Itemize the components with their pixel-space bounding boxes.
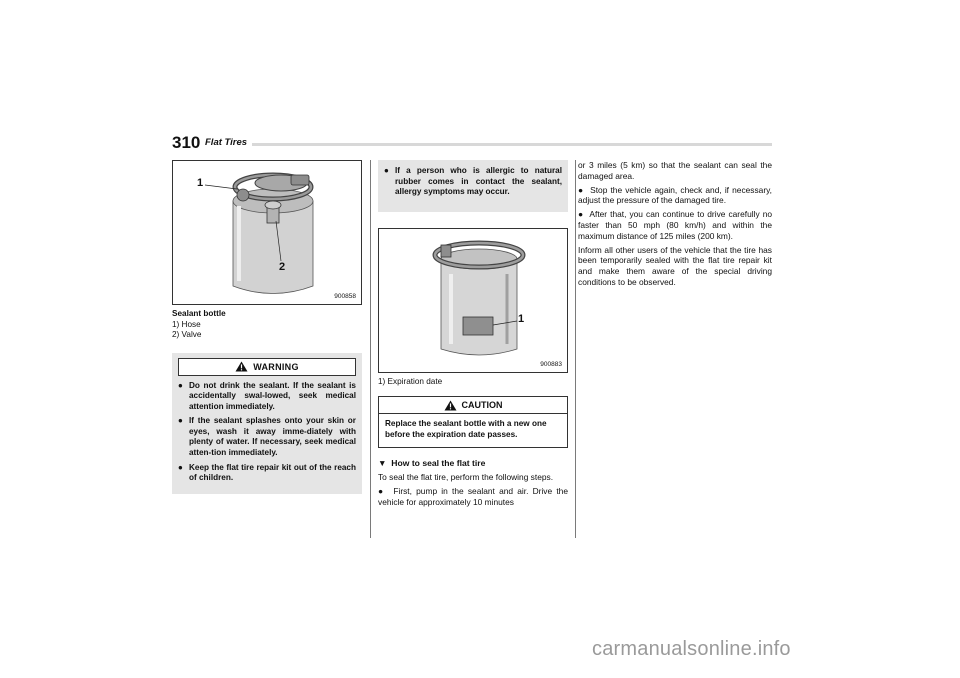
bullet-icon: ●: [384, 166, 389, 175]
bullet-icon: ●: [178, 380, 183, 390]
warning-item-text: Do not drink the sealant. If the sealant is accidentally swal-lowed, seek medical attention immediately.: [189, 380, 356, 411]
page-number: 310: [172, 133, 201, 152]
bullet-icon: ●: [178, 416, 183, 426]
figure-caption-expiration: 1) Expiration date: [378, 376, 443, 386]
page-header: [172, 133, 772, 153]
watermark-text: carmanualsonline.info: [592, 638, 791, 660]
procedure-step-1-continued: or 3 miles (5 km) so that the sealant can seal the damaged area.: [578, 160, 772, 181]
column-divider-left: [370, 160, 371, 538]
section-title: Flat Tires: [205, 137, 248, 148]
heading-marker-icon: ▼: [378, 458, 387, 469]
expiration-date-figure: [378, 228, 568, 373]
procedure-step-2: [578, 185, 772, 207]
column-divider-right: [575, 160, 576, 538]
warning-title-bar: [178, 358, 356, 376]
warning-title: WARNING: [253, 361, 299, 372]
warning-item-text: If a person who is allergic to natural rubber comes in contact the sealant, allergy symptoms may occur.: [395, 166, 562, 197]
warning-item: [178, 416, 356, 458]
bullet-icon: ●: [578, 184, 584, 195]
caution-title-bar: [379, 397, 567, 414]
figure-code: 900858: [334, 293, 356, 300]
figure-caption: [172, 309, 362, 341]
warning-item: [384, 166, 562, 198]
warning-box-continued: [378, 160, 568, 212]
procedure-heading: [378, 458, 568, 468]
warning-triangle-icon: [444, 400, 457, 411]
warning-list-continued: [384, 166, 562, 198]
bullet-icon: ●: [178, 462, 183, 472]
bullet-icon: ●: [378, 486, 385, 497]
procedure-intro: To seal the flat tire, perform the following steps.: [378, 472, 554, 483]
warning-item: [178, 463, 356, 484]
callout-1: 1: [197, 177, 204, 189]
column-3: [578, 160, 772, 291]
caution-box: [378, 396, 568, 448]
header-rule: [252, 143, 772, 146]
column-1: [172, 160, 362, 494]
bullet-icon: ●: [578, 209, 584, 220]
procedure-step-1: [378, 486, 568, 508]
callout-1: 1: [518, 312, 525, 325]
caution-text: Replace the sealant bottle with a new one before the expiration date passes.: [385, 419, 547, 439]
warning-list: [178, 381, 356, 484]
callout-2: 2: [279, 261, 286, 273]
warning-item-text: Keep the flat tire repair kit out of the reach of children.: [189, 462, 356, 483]
sealant-bottle-figure: [172, 160, 362, 305]
figure-code: 900883: [540, 360, 562, 368]
caption-item-valve: 2) Valve: [172, 330, 202, 339]
caution-title: CAUTION: [461, 400, 503, 411]
sealant-bottle-label-illustration: [379, 229, 567, 372]
procedure-step-3: [578, 209, 772, 241]
warning-item: [178, 381, 356, 413]
procedure-step-1-text: First, pump in the sealant and air. Drive the vehicle for approximately 10 minutes: [378, 486, 569, 508]
caption-item-hose: 1) Hose: [172, 319, 201, 329]
caption-title: Sealant bottle: [172, 309, 226, 318]
column-2: [378, 160, 568, 511]
procedure-step-2-text: Stop the vehicle again, check and, if necessary, adjust the pressure of the damaged tire.: [578, 184, 773, 206]
warning-item-text: If the sealant splashes onto your skin or eyes, wash it away imme-diately with plenty of water. If necessary, seek medical atten-tion immediately.: [189, 416, 356, 458]
procedure-step-3-text: After that, you can continue to drive carefully no faster than 50 mph (80 km/h) and within the maximum distance of 125 miles (200 km).: [578, 209, 773, 241]
warning-box: [172, 353, 362, 494]
warning-triangle-icon: [235, 361, 248, 372]
procedure-closing: Inform all other users of the vehicle that the tire has been temporarily sealed with the flat tire repair kit and make them aware of the special driving conditions to be observed.: [578, 244, 772, 287]
procedure-heading-text: How to seal the flat tire: [391, 458, 486, 469]
